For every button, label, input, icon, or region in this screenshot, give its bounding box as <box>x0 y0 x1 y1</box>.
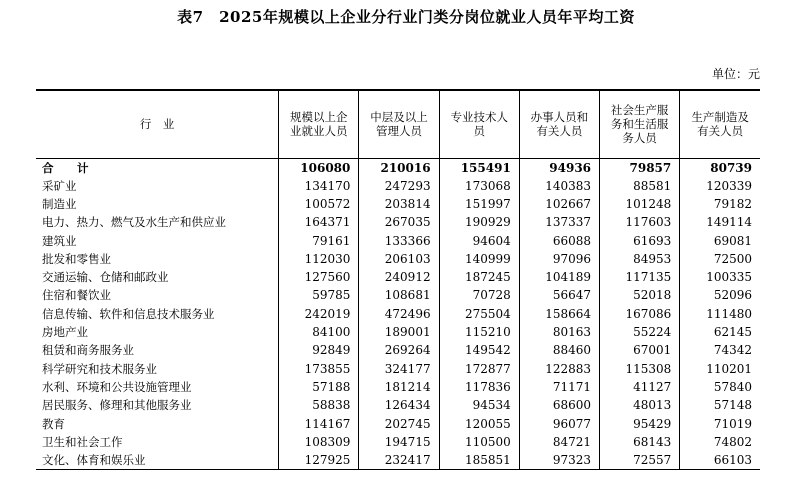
wage-value: 158664 <box>519 305 599 323</box>
wage-value: 66103 <box>680 451 760 470</box>
wage-value: 194715 <box>359 433 439 451</box>
table-row <box>36 323 760 341</box>
industry-name: 水利、环境和公共设施管理业 <box>42 379 192 394</box>
wage-value: 68143 <box>600 433 680 451</box>
wage-value: 242019 <box>279 305 359 323</box>
wage-value: 72557 <box>600 451 680 470</box>
wage-value: 57840 <box>680 378 760 396</box>
wage-value: 56647 <box>519 286 599 304</box>
wage-value: 57188 <box>279 378 359 396</box>
wage-value: 114167 <box>279 414 359 432</box>
wage-value: 59785 <box>279 286 359 304</box>
wage-value: 126434 <box>359 396 439 414</box>
table-row <box>36 286 760 304</box>
industry-name: 房地产业 <box>42 325 88 340</box>
wage-value: 88460 <box>519 341 599 359</box>
wage-value: 52018 <box>600 286 680 304</box>
wage-value: 267035 <box>359 213 439 231</box>
industry-name: 采矿业 <box>42 178 77 193</box>
wage-value: 112030 <box>279 250 359 268</box>
wage-value: 137337 <box>519 213 599 231</box>
wage-value: 67001 <box>600 341 680 359</box>
wage-value: 122883 <box>519 359 599 377</box>
industry-name: 制造业 <box>42 196 77 211</box>
header-col-5: 社会生产服 务和生活服 务人员 <box>600 90 680 158</box>
wage-value: 71171 <box>519 378 599 396</box>
wage-value: 133366 <box>359 231 439 249</box>
industry-name: 居民服务、修理和其他服务业 <box>42 398 192 413</box>
wage-value: 324177 <box>359 359 439 377</box>
industry-name: 信息传输、软件和信息技术服务业 <box>42 306 215 321</box>
wage-value: 117603 <box>600 213 680 231</box>
wage-value: 80163 <box>519 323 599 341</box>
wage-value: 151997 <box>439 195 519 213</box>
industry-name: 科学研究和技术服务业 <box>42 361 157 376</box>
table-title: 表7 2025年规模以上企业分行业门类分岗位就业人员年平均工资 <box>177 8 635 26</box>
wage-value: 97323 <box>519 451 599 470</box>
wage-value: 68600 <box>519 396 599 414</box>
table-body <box>36 158 760 469</box>
industry-name: 租赁和商务服务业 <box>42 343 134 358</box>
wage-value: 164371 <box>279 213 359 231</box>
wage-value: 84100 <box>279 323 359 341</box>
wage-value: 275504 <box>439 305 519 323</box>
wage-value: 167086 <box>600 305 680 323</box>
wage-value: 69081 <box>680 231 760 249</box>
wage-value: 79857 <box>600 158 680 177</box>
wage-value: 66088 <box>519 231 599 249</box>
wage-value: 41127 <box>600 378 680 396</box>
wage-value: 173068 <box>439 177 519 195</box>
wage-value: 202745 <box>359 414 439 432</box>
wage-value: 189001 <box>359 323 439 341</box>
header-row <box>36 90 760 158</box>
wage-value: 173855 <box>279 359 359 377</box>
wage-value: 206103 <box>359 250 439 268</box>
wage-value: 120339 <box>680 177 760 195</box>
wage-value: 172877 <box>439 359 519 377</box>
wage-value: 117836 <box>439 378 519 396</box>
wage-value: 84721 <box>519 433 599 451</box>
wage-value: 108681 <box>359 286 439 304</box>
wage-value: 140999 <box>439 250 519 268</box>
wage-value: 94604 <box>439 231 519 249</box>
table-row <box>36 451 760 470</box>
header-col-3: 专业技术人 员 <box>439 90 519 158</box>
wage-value: 88581 <box>600 177 680 195</box>
wage-value: 79161 <box>279 231 359 249</box>
table-header <box>36 90 760 158</box>
wage-value: 92849 <box>279 341 359 359</box>
industry-name: 教育 <box>42 416 65 431</box>
wage-value: 140383 <box>519 177 599 195</box>
header-col-2: 中层及以上 管理人员 <box>359 90 439 158</box>
wage-value: 181214 <box>359 378 439 396</box>
wage-value: 203814 <box>359 195 439 213</box>
wage-value: 110201 <box>680 359 760 377</box>
table-row <box>36 250 760 268</box>
wage-value: 101248 <box>600 195 680 213</box>
unit-label: 单位：元 <box>711 67 760 81</box>
wage-value: 72500 <box>680 250 760 268</box>
wage-value: 94534 <box>439 396 519 414</box>
wage-value: 117135 <box>600 268 680 286</box>
wage-value: 104189 <box>519 268 599 286</box>
wage-value: 115210 <box>439 323 519 341</box>
wage-value: 134170 <box>279 177 359 195</box>
industry-name: 卫生和社会工作 <box>42 434 123 449</box>
header-col-4: 办事人员和 有关人员 <box>519 90 599 158</box>
wage-value: 149114 <box>680 213 760 231</box>
header-industry: 行 业 <box>36 90 279 158</box>
wage-value: 79182 <box>680 195 760 213</box>
wage-table <box>36 89 760 470</box>
wage-value: 62145 <box>680 323 760 341</box>
table-row <box>36 268 760 286</box>
table-row <box>36 305 760 323</box>
wage-value: 127560 <box>279 268 359 286</box>
industry-name: 合 计 <box>42 160 95 175</box>
wage-value: 84953 <box>600 250 680 268</box>
wage-value: 155491 <box>439 158 519 177</box>
table-row <box>36 414 760 432</box>
table-row <box>36 359 760 377</box>
wage-value: 74802 <box>680 433 760 451</box>
header-col-1: 规模以上企 业就业人员 <box>279 90 359 158</box>
wage-value: 472496 <box>359 305 439 323</box>
wage-value: 127925 <box>279 451 359 470</box>
wage-value: 57148 <box>680 396 760 414</box>
wage-value: 185851 <box>439 451 519 470</box>
industry-name: 住宿和餐饮业 <box>42 288 111 303</box>
header-col-6: 生产制造及 有关人员 <box>680 90 760 158</box>
wage-value: 95429 <box>600 414 680 432</box>
wage-value: 100335 <box>680 268 760 286</box>
wage-value: 96077 <box>519 414 599 432</box>
industry-name: 建筑业 <box>42 233 77 248</box>
wage-value: 240912 <box>359 268 439 286</box>
wage-value: 52096 <box>680 286 760 304</box>
wage-value: 74342 <box>680 341 760 359</box>
wage-value: 70728 <box>439 286 519 304</box>
industry-name: 文化、体育和娱乐业 <box>36 451 279 470</box>
total-row <box>36 158 760 177</box>
wage-value: 102667 <box>519 195 599 213</box>
wage-value: 149542 <box>439 341 519 359</box>
wage-value: 110500 <box>439 433 519 451</box>
wage-value: 187245 <box>439 268 519 286</box>
table-row <box>36 378 760 396</box>
wage-value: 61693 <box>600 231 680 249</box>
wage-value: 111480 <box>680 305 760 323</box>
table-row <box>36 396 760 414</box>
wage-value: 232417 <box>359 451 439 470</box>
table-row <box>36 433 760 451</box>
industry-name: 交通运输、仓储和邮政业 <box>42 270 169 285</box>
wage-value: 100572 <box>279 195 359 213</box>
wage-value: 48013 <box>600 396 680 414</box>
wage-value: 94936 <box>519 158 599 177</box>
wage-value: 120055 <box>439 414 519 432</box>
wage-value: 190929 <box>439 213 519 231</box>
table-row <box>36 213 760 231</box>
table-row <box>36 341 760 359</box>
table-row <box>36 177 760 195</box>
wage-value: 55224 <box>600 323 680 341</box>
wage-value: 210016 <box>359 158 439 177</box>
table-row <box>36 231 760 249</box>
table-row <box>36 195 760 213</box>
wage-value: 97096 <box>519 250 599 268</box>
wage-value: 71019 <box>680 414 760 432</box>
wage-value: 58838 <box>279 396 359 414</box>
wage-value: 269264 <box>359 341 439 359</box>
wage-value: 108309 <box>279 433 359 451</box>
wage-value: 247293 <box>359 177 439 195</box>
industry-name: 电力、热力、燃气及水生产和供应业 <box>42 215 226 230</box>
wage-value: 115308 <box>600 359 680 377</box>
wage-value: 80739 <box>680 158 760 177</box>
industry-name: 批发和零售业 <box>42 251 111 266</box>
wage-value: 106080 <box>279 158 359 177</box>
